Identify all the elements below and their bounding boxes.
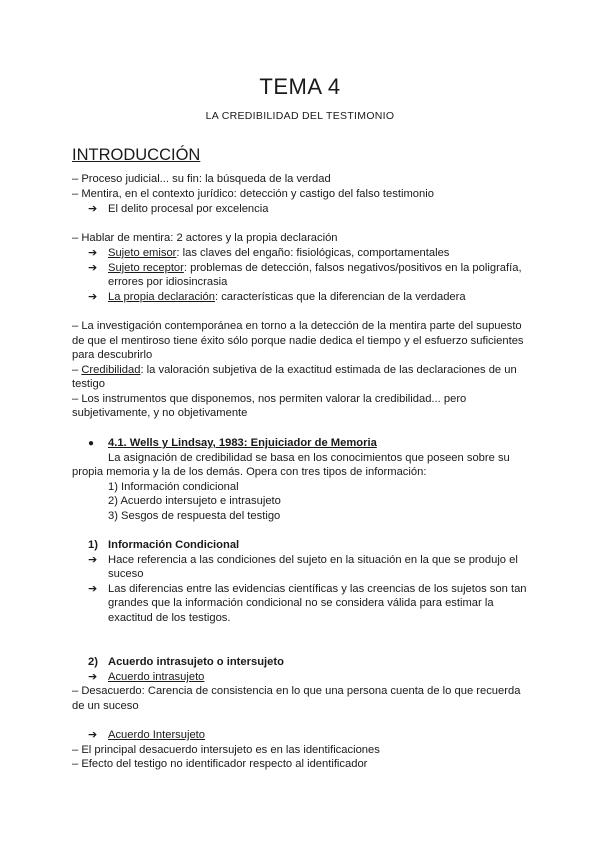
text-line: – El principal desacuerdo intersujeto es en las identificaciones — [72, 744, 380, 756]
text-line: grandes que la información condicional no se considera válida para estimar la — [108, 597, 494, 609]
page-title: TEMA 4 — [259, 74, 341, 99]
term-intersujeto: Acuerdo Intersujeto — [108, 729, 206, 741]
list-number: 1) — [88, 539, 98, 551]
text-line: – Proceso judicial... su fin: la búsqueda de la verdad — [72, 173, 331, 185]
arrow-icon: ➔ — [88, 261, 98, 274]
text-line: La asignación de credibilidad se basa en los conocimientos que poseen sobre su — [108, 452, 510, 464]
term-declaracion: La propia declaración — [108, 291, 215, 303]
text-line — [72, 363, 517, 378]
dash: – — [72, 364, 82, 376]
term-receptor: Sujeto receptor — [108, 262, 184, 274]
list-number: 2) — [88, 656, 98, 668]
text-line: El delito procesal por excelencia — [108, 203, 269, 215]
term-intrasujeto: Acuerdo intrasujeto — [108, 671, 205, 683]
text-line: – Desacuerdo: Carencia de consistencia en lo que una persona cuenta de lo que recuerda — [72, 685, 521, 697]
text-line: Hace referencia a las condiciones del sujeto en la situación en la que se produjo el — [108, 554, 518, 566]
text-line: – Hablar de mentira: 2 actores y la propia declaración — [72, 232, 338, 244]
term-description: : las claves del engaño: fisiológicas, comportamentales — [176, 247, 450, 259]
list-item — [108, 261, 522, 276]
list-item — [108, 290, 466, 305]
list-item — [108, 246, 449, 261]
list-item: 1) Información condicional — [108, 481, 239, 493]
list-item: 3) Sesgos de respuesta del testigo — [108, 510, 281, 522]
term-description: : características que la diferencian de la verdadera — [214, 291, 466, 303]
text-line: de un suceso — [72, 700, 139, 712]
text-line: testigo — [72, 378, 105, 390]
subsection-heading: Acuerdo intrasujeto o intersujeto — [108, 656, 284, 668]
arrow-icon: ➔ — [88, 290, 98, 303]
subsection-heading: Información Condicional — [108, 539, 240, 551]
term-credibilidad: Credibilidad — [81, 364, 141, 376]
text-line: – Mentira, en el contexto jurídico: detección y castigo del falso testimonio — [72, 188, 434, 200]
arrow-icon: ➔ — [88, 728, 98, 741]
page-subtitle: LA CREDIBILIDAD DEL TESTIMONIO — [205, 110, 395, 122]
text-line: para descubrirlo — [72, 349, 153, 361]
arrow-icon: ➔ — [88, 670, 98, 683]
text-line: – Efecto del testigo no identificador respecto al identificador — [72, 758, 368, 770]
text-line: errores por idiosincrasia — [108, 276, 228, 288]
text-line: – La investigación contemporánea en torno a la detección de la mentira parte del supuesto — [72, 320, 522, 332]
section-heading: INTRODUCCIÓN — [72, 146, 201, 164]
text-line: Las diferencias entre las evidencias científicas y las creencias de los sujetos son tan — [108, 583, 527, 595]
term-emisor: Sujeto emisor — [108, 247, 177, 259]
subsection-heading: 4.1. Wells y Lindsay, 1983: Enjuiciador de Memoria — [108, 437, 377, 449]
text-line: suceso — [108, 568, 144, 580]
list-item: 2) Acuerdo intersujeto e intrasujeto — [108, 495, 281, 507]
arrow-icon: ➔ — [88, 582, 98, 595]
text-line: propia memoria y la de los demás. Opera con tres tipos de información: — [72, 466, 427, 478]
text-line: de que el mentiroso tiene éxito sólo porque nadie dedica el tiempo y el esfuerzo suficientes — [72, 335, 524, 347]
term-description: : la valoración subjetiva de la exactitud estimada de las declaraciones de un — [140, 364, 517, 376]
text-line: subjetivamente, y no objetivamente — [72, 407, 248, 419]
bullet-icon: ● — [88, 438, 95, 449]
term-description: : problemas de detección, falsos negativos/positivos en la poligrafía, — [183, 262, 522, 274]
arrow-icon: ➔ — [88, 202, 98, 215]
arrow-icon: ➔ — [88, 246, 98, 259]
arrow-icon: ➔ — [88, 553, 98, 566]
text-line: – Los instrumentos que disponemos, nos permiten valorar la credibilidad... pero — [72, 393, 467, 405]
text-line: exactitud de los testigos. — [108, 612, 231, 624]
